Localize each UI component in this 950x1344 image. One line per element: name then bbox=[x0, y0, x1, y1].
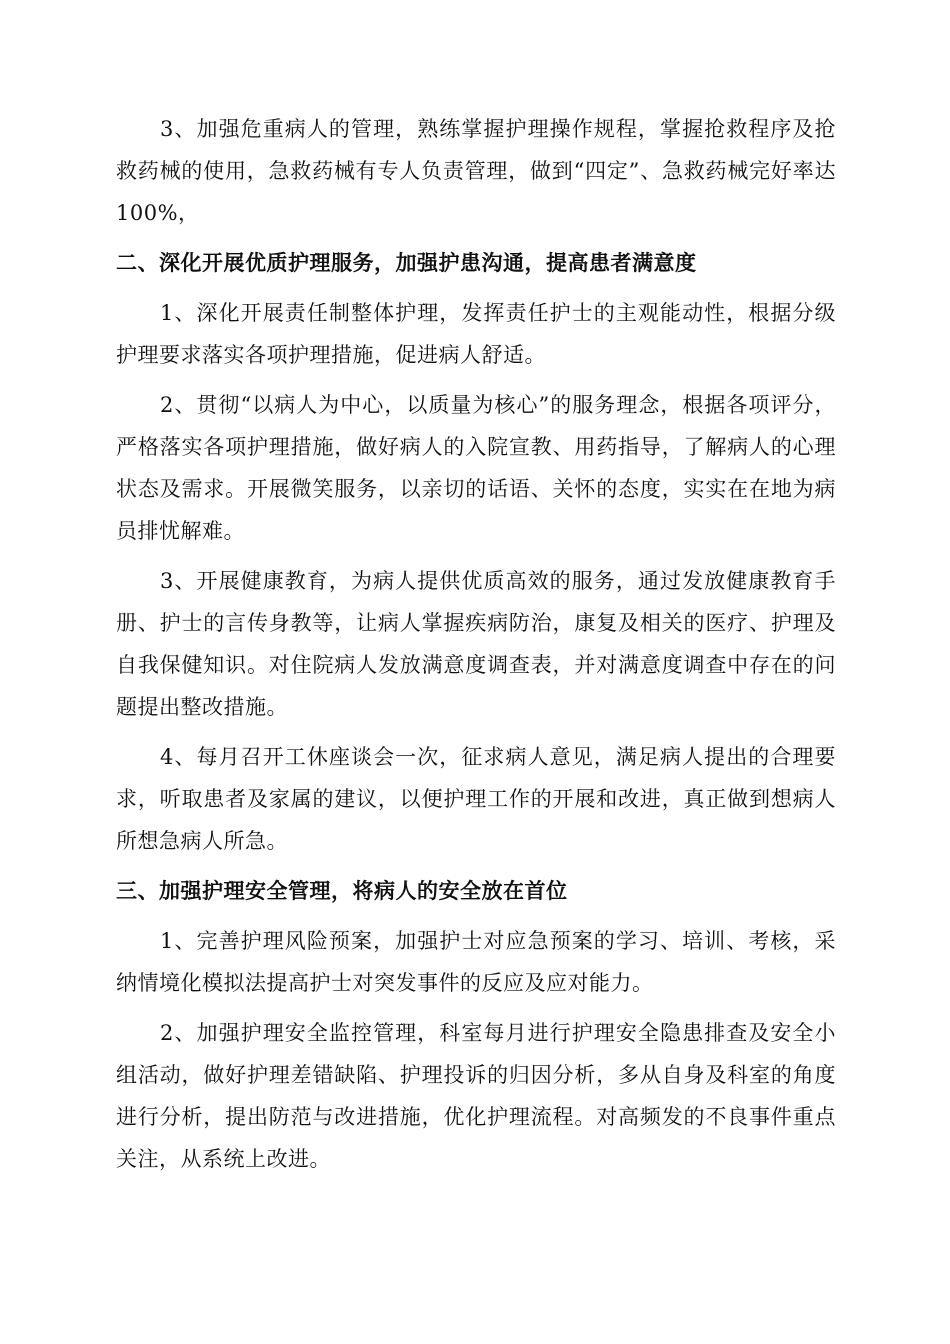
paragraph-item-4-meeting: 4、每月召开工休座谈会一次，征求病人意见，满足病人提出的合理要求，听取患者及家属的建议，以便护理工作的开展和改进，真正做到想病人所想急病人所急。 bbox=[116, 745, 836, 853]
paragraph-item-2-safety-monitoring: 2、加强护理安全监控管理，科室每月进行护理安全隐患排查及安全小组活动，做好护理差错缺陷、护理投诉的归因分析，多从自身及科室的角度进行分析，提出防范与改进措施，优化护理流程。对高频发的不良事件重点关注，从系统上改进。 bbox=[116, 1021, 836, 1171]
section-heading-3: 三、加强护理安全管理，将病人的安全放在首位 bbox=[116, 879, 568, 903]
section-heading-2: 二、深化开展优质护理服务，加强护患沟通，提高患者满意度 bbox=[116, 251, 697, 275]
paragraph-item-1-risk-plan: 1、完善护理风险预案，加强护士对应急预案的学习、培训、考核，采纳情境化模拟法提高护士对突发事件的反应及应对能力。 bbox=[116, 929, 836, 995]
paragraph-item-1-responsibility: 1、深化开展责任制整体护理，发挥责任护士的主观能动性，根据分级护理要求落实各项护理措施，促进病人舒适。 bbox=[116, 301, 836, 367]
paragraph-item-3-rescue: 3、加强危重病人的管理，熟练掌握护理操作规程，掌握抢救程序及抢救药械的使用，急救药械有专人负责管理，做到“四定”、急救药械完好率达100%， bbox=[116, 117, 836, 225]
document-body bbox=[116, 108, 836, 1188]
paragraph-item-3-health-education: 3、开展健康教育，为病人提供优质高效的服务，通过发放健康教育手册、护士的言传身教等，让病人掌握疾病防治，康复及相关的医疗、护理及自我保健知识。对住院病人发放满意度调查表，并对满意度调查中存在的问题提出整改措施。 bbox=[116, 569, 836, 719]
paragraph-item-2-patient-centered: 2、贯彻“以病人为中心，以质量为核心”的服务理念，根据各项评分，严格落实各项护理措施，做好病人的入院宣教、用药指导，了解病人的心理状态及需求。开展微笑服务，以亲切的话语、关怀的态度，实实在在地为病员排忧解难。 bbox=[116, 393, 836, 543]
